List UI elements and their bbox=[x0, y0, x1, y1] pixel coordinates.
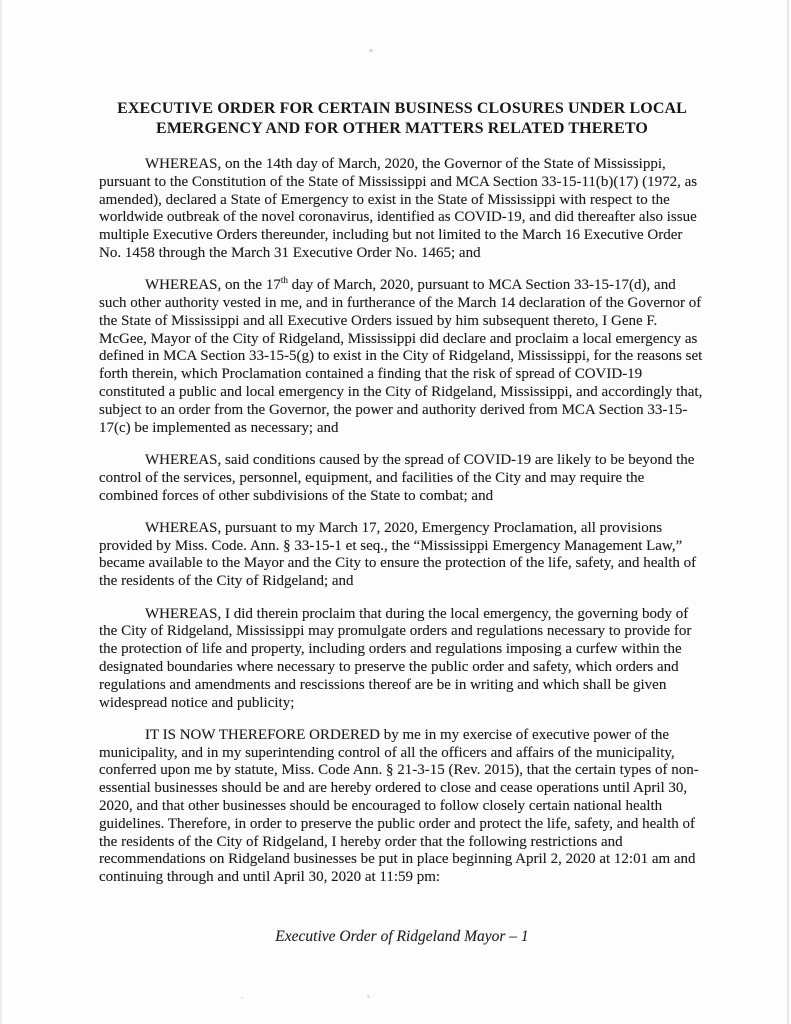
ordinal-superscript: th bbox=[280, 275, 288, 286]
scan-edge-right bbox=[787, 0, 789, 1024]
scan-speck bbox=[369, 49, 373, 52]
scan-speck bbox=[241, 997, 243, 999]
scan-speck bbox=[367, 995, 370, 998]
document-title-line2: EMERGENCY AND FOR OTHER MATTERS RELATED THERETO bbox=[156, 120, 648, 137]
scan-edge-left bbox=[0, 0, 2, 1024]
paragraph-ordered: IT IS NOW THEREFORE ORDERED by me in my exercise of executive power of the municipality, and in my superintending control of all the officers and affairs of the municipality, conferred upon me by statute, Miss. Code Ann. § 21-3-15 (Rev. 2015), that the certain types of non-essential businesses should be and are hereby ordered to close and cease operations until April 30, 2020, and that other businesses should be encouraged to follow closely certain national health guidelines. Therefore, in order to preserve the public order and protect the life, safety, and health of the residents of the City of Ridgeland, I hereby order that the following restrictions and recommendations on Ridgeland businesses be put in place beginning April 2, 2020 at 12:01 am and continuing through and until April 30, 2020 at 11:59 pm: bbox=[99, 726, 699, 886]
document-content bbox=[99, 99, 705, 901]
document-title bbox=[99, 99, 705, 139]
paragraph-whereas-3: WHEREAS, said conditions caused by the spread of COVID-19 are likely to be beyond the control of the services, personnel, equipment, and facilities of the City and may require the combined forces of other subdivisions of the State to combat; and bbox=[99, 451, 695, 504]
paragraph-whereas-1: WHEREAS, on the 14th day of March, 2020, the Governor of the State of Mississippi, pursuant to the Constitution of the State of Mississippi and MCA Section 33-15-11(b)(17) (1972, as amended), declared a State of Emergency to exist in the State of Mississippi with respect to the worldwide outbreak of the novel coronavirus, identified as COVID-19, and did thereafter also issue multiple Executive Orders thereunder, including but not limited to the March 16 Executive Order No. 1458 through the March 31 Executive Order No. 1465; and bbox=[99, 156, 698, 261]
paragraph-whereas-2-post: day of March, 2020, pursuant to MCA Section 33-15-17(d), and such other authority vested in me, and in furtherance of the March 14 declaration of the Governor of the State of Mississippi and all Executive Orders issued by him subsequent thereto, I Gene F. McGee, Mayor of the City of Ridgeland, Mississippi did declare and proclaim a local emergency as defined in MCA Section 33-15-5(g) to exist in the City of Ridgeland, Mississippi, for the reasons set forth therein, which Proclamation contained a finding that the risk of spread of COVID-19 constituted a public and local emergency in the City of Ridgeland, Mississippi, and accordingly that, subject to an order from the Governor, the power and authority derived from MCA Section 33-15-17(c) be implemented as necessary; and bbox=[99, 277, 703, 436]
paragraph-whereas-5: WHEREAS, I did therein proclaim that during the local emergency, the governing body of the City of Ridgeland, Mississippi may promulgate orders and regulations necessary to provide for the protection of life and property, including orders and regulations imposing a curfew within the designated boundaries where necessary to preserve the public order and safety, which orders and regulations and amendments and rescissions thereof are be in writing and which shall be given widespread notice and publicity; bbox=[99, 605, 692, 711]
paragraph-whereas-2-pre: WHEREAS, on the 17 bbox=[145, 277, 281, 294]
document-title-line1: EXECUTIVE ORDER FOR CERTAIN BUSINESS CLOSURES UNDER LOCAL bbox=[117, 100, 687, 117]
page-footer: Executive Order of Ridgeland Mayor – 1 bbox=[275, 928, 529, 945]
paragraph-whereas-2 bbox=[99, 277, 705, 437]
paragraph-whereas-4: WHEREAS, pursuant to my March 17, 2020, Emergency Proclamation, all provisions provided by Miss. Code. Ann. § 33-15-1 et seq., the “Mississippi Emergency Management Law,” became available to the Mayor and the City to ensure the protection of the life, safety, and health of the residents of the City of Ridgeland; and bbox=[99, 519, 697, 590]
